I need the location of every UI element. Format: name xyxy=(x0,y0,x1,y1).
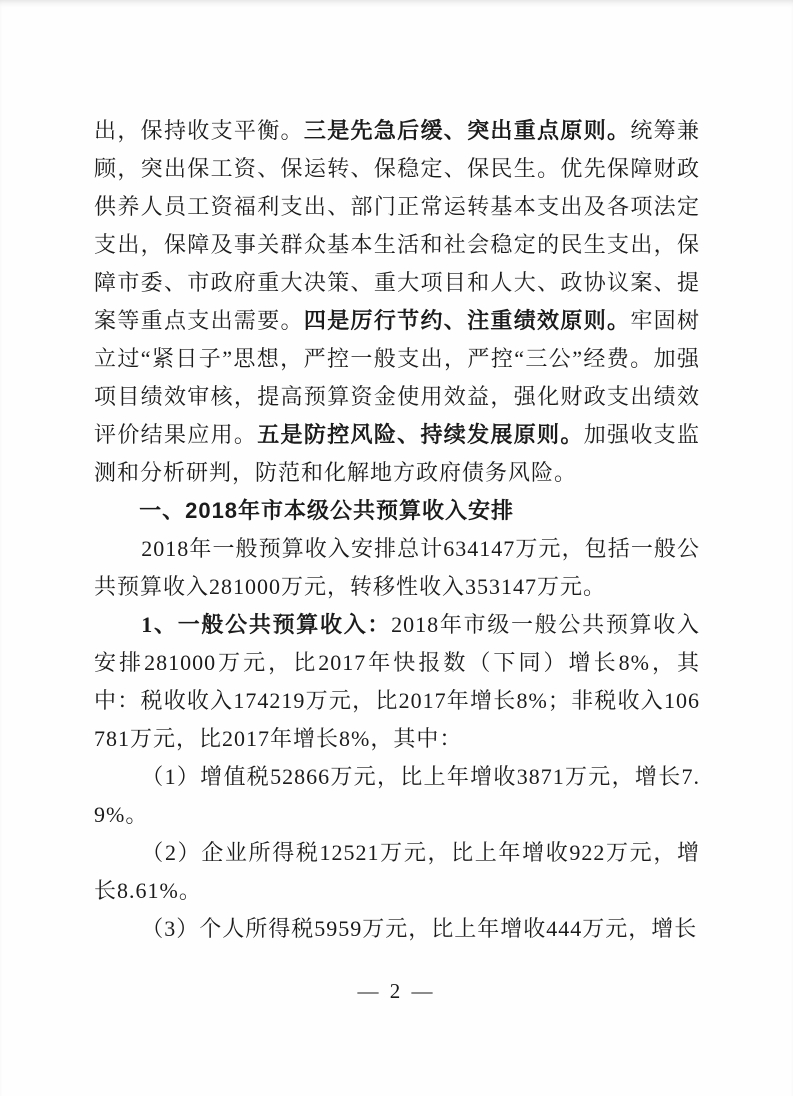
item-1-body: 2018年市级一般公共预算收入安排281000万元，比2017年快报数（下同）增长8%，其中：税收收入174219万元，比2017年增长8%；非税收入106781万元，比2017年增长8%，其中： xyxy=(94,612,700,751)
paragraph-vat: （1）增值税52866万元，比上年增收3871万元，增长7.9%。 xyxy=(94,764,700,827)
text-run-thrift: 牢固树立过“紧日子”思想，严控一般支出，严控“三公”经费。加强项目绩效审核，提高预算资金使用效益，强化财政支出绩效评价结果应用。 xyxy=(94,308,700,447)
principle-4-phrase: 四是厉行节约、注重绩效原则。 xyxy=(303,308,631,333)
principle-5-phrase: 五是防控风险、持续发展原则。 xyxy=(257,422,584,447)
text-run-balance: 出，保持收支平衡。 xyxy=(94,118,304,143)
paragraph-corporate-income-tax: （2）企业所得税12521万元，比上年增收922万元，增长8.61%。 xyxy=(94,840,700,903)
document-body xyxy=(94,112,700,948)
paragraph-general-public-budget-revenue xyxy=(94,606,700,758)
text-run-risk-control: 加强收支监测和分析研判，防范和化解地方政府债务风险。 xyxy=(94,422,700,485)
page-number: — 2 — xyxy=(357,979,436,1003)
paragraph-personal-income-tax: （3）个人所得税5959万元，比上年增收444万元，增长 xyxy=(141,916,698,941)
text-run-guarantees: 统筹兼顾，突出保工资、保运转、保稳定、保民生。优先保障财政供养人员工资福利支出、部门正常运转基本支出及各项法定支出，保障及事关群众基本生活和社会稳定的民生支出，保障市委、市政府重大决策、重大项目和人大、政协议案、提案等重点支出需要。 xyxy=(94,118,700,333)
paragraph-budget-principles-continuation xyxy=(94,112,700,492)
section-heading-revenue-plan: 一、2018年市本级公共预算收入安排 xyxy=(139,498,515,523)
item-1-label: 1、一般公共预算收入： xyxy=(141,612,392,637)
principle-3-phrase: 三是先急后缓、突出重点原则。 xyxy=(303,118,631,143)
paragraph-total-revenue: 2018年一般预算收入安排总计634147万元，包括一般公共预算收入281000万元，转移性收入353147万元。 xyxy=(94,536,700,599)
